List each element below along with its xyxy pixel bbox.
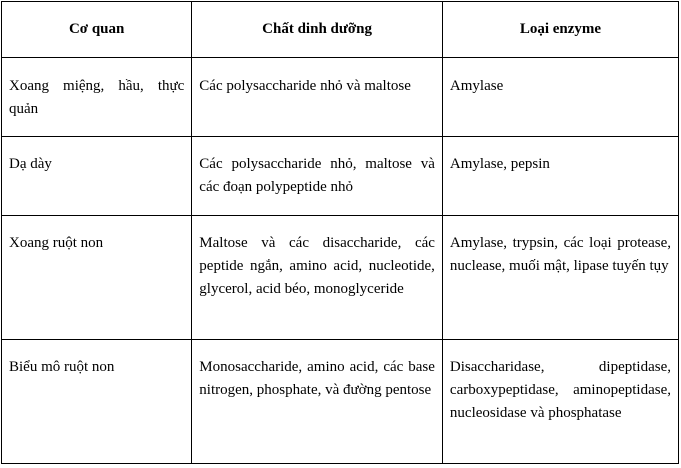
cell-enzyme: Amylase bbox=[442, 58, 678, 137]
digestive-enzyme-table bbox=[1, 1, 679, 464]
table-header-row bbox=[2, 2, 679, 58]
cell-enzyme: Disaccharidase, dipeptidase, carboxypeptidase, aminopeptidase, nucleosidase và phosphatase bbox=[442, 340, 678, 464]
cell-nutrient: Các polysaccharide nhỏ, maltose và các đoạn polypeptide nhỏ bbox=[192, 137, 443, 216]
table-row bbox=[2, 340, 679, 464]
cell-nutrient: Monosaccharide, amino acid, các base nitrogen, phosphate, và đường pentose bbox=[192, 340, 443, 464]
cell-organ: Xoang ruột non bbox=[2, 216, 192, 340]
header-organ: Cơ quan bbox=[2, 2, 192, 58]
header-enzyme: Loại enzyme bbox=[442, 2, 678, 58]
cell-organ: Xoang miệng, hầu, thực quản bbox=[2, 58, 192, 137]
cell-organ: Biểu mô ruột non bbox=[2, 340, 192, 464]
cell-nutrient: Các polysaccharide nhỏ và maltose bbox=[192, 58, 443, 137]
cell-nutrient: Maltose và các disaccharide, các peptide ngắn, amino acid, nucleotide, glycerol, acid béo, monoglyceride bbox=[192, 216, 443, 340]
table-row bbox=[2, 137, 679, 216]
cell-enzyme: Amylase, pepsin bbox=[442, 137, 678, 216]
cell-enzyme: Amylase, trypsin, các loại protease, nuclease, muối mật, lipase tuyến tụy bbox=[442, 216, 678, 340]
table-row bbox=[2, 216, 679, 340]
header-nutrient: Chất dinh dưỡng bbox=[192, 2, 443, 58]
table-row bbox=[2, 58, 679, 137]
cell-organ: Dạ dày bbox=[2, 137, 192, 216]
